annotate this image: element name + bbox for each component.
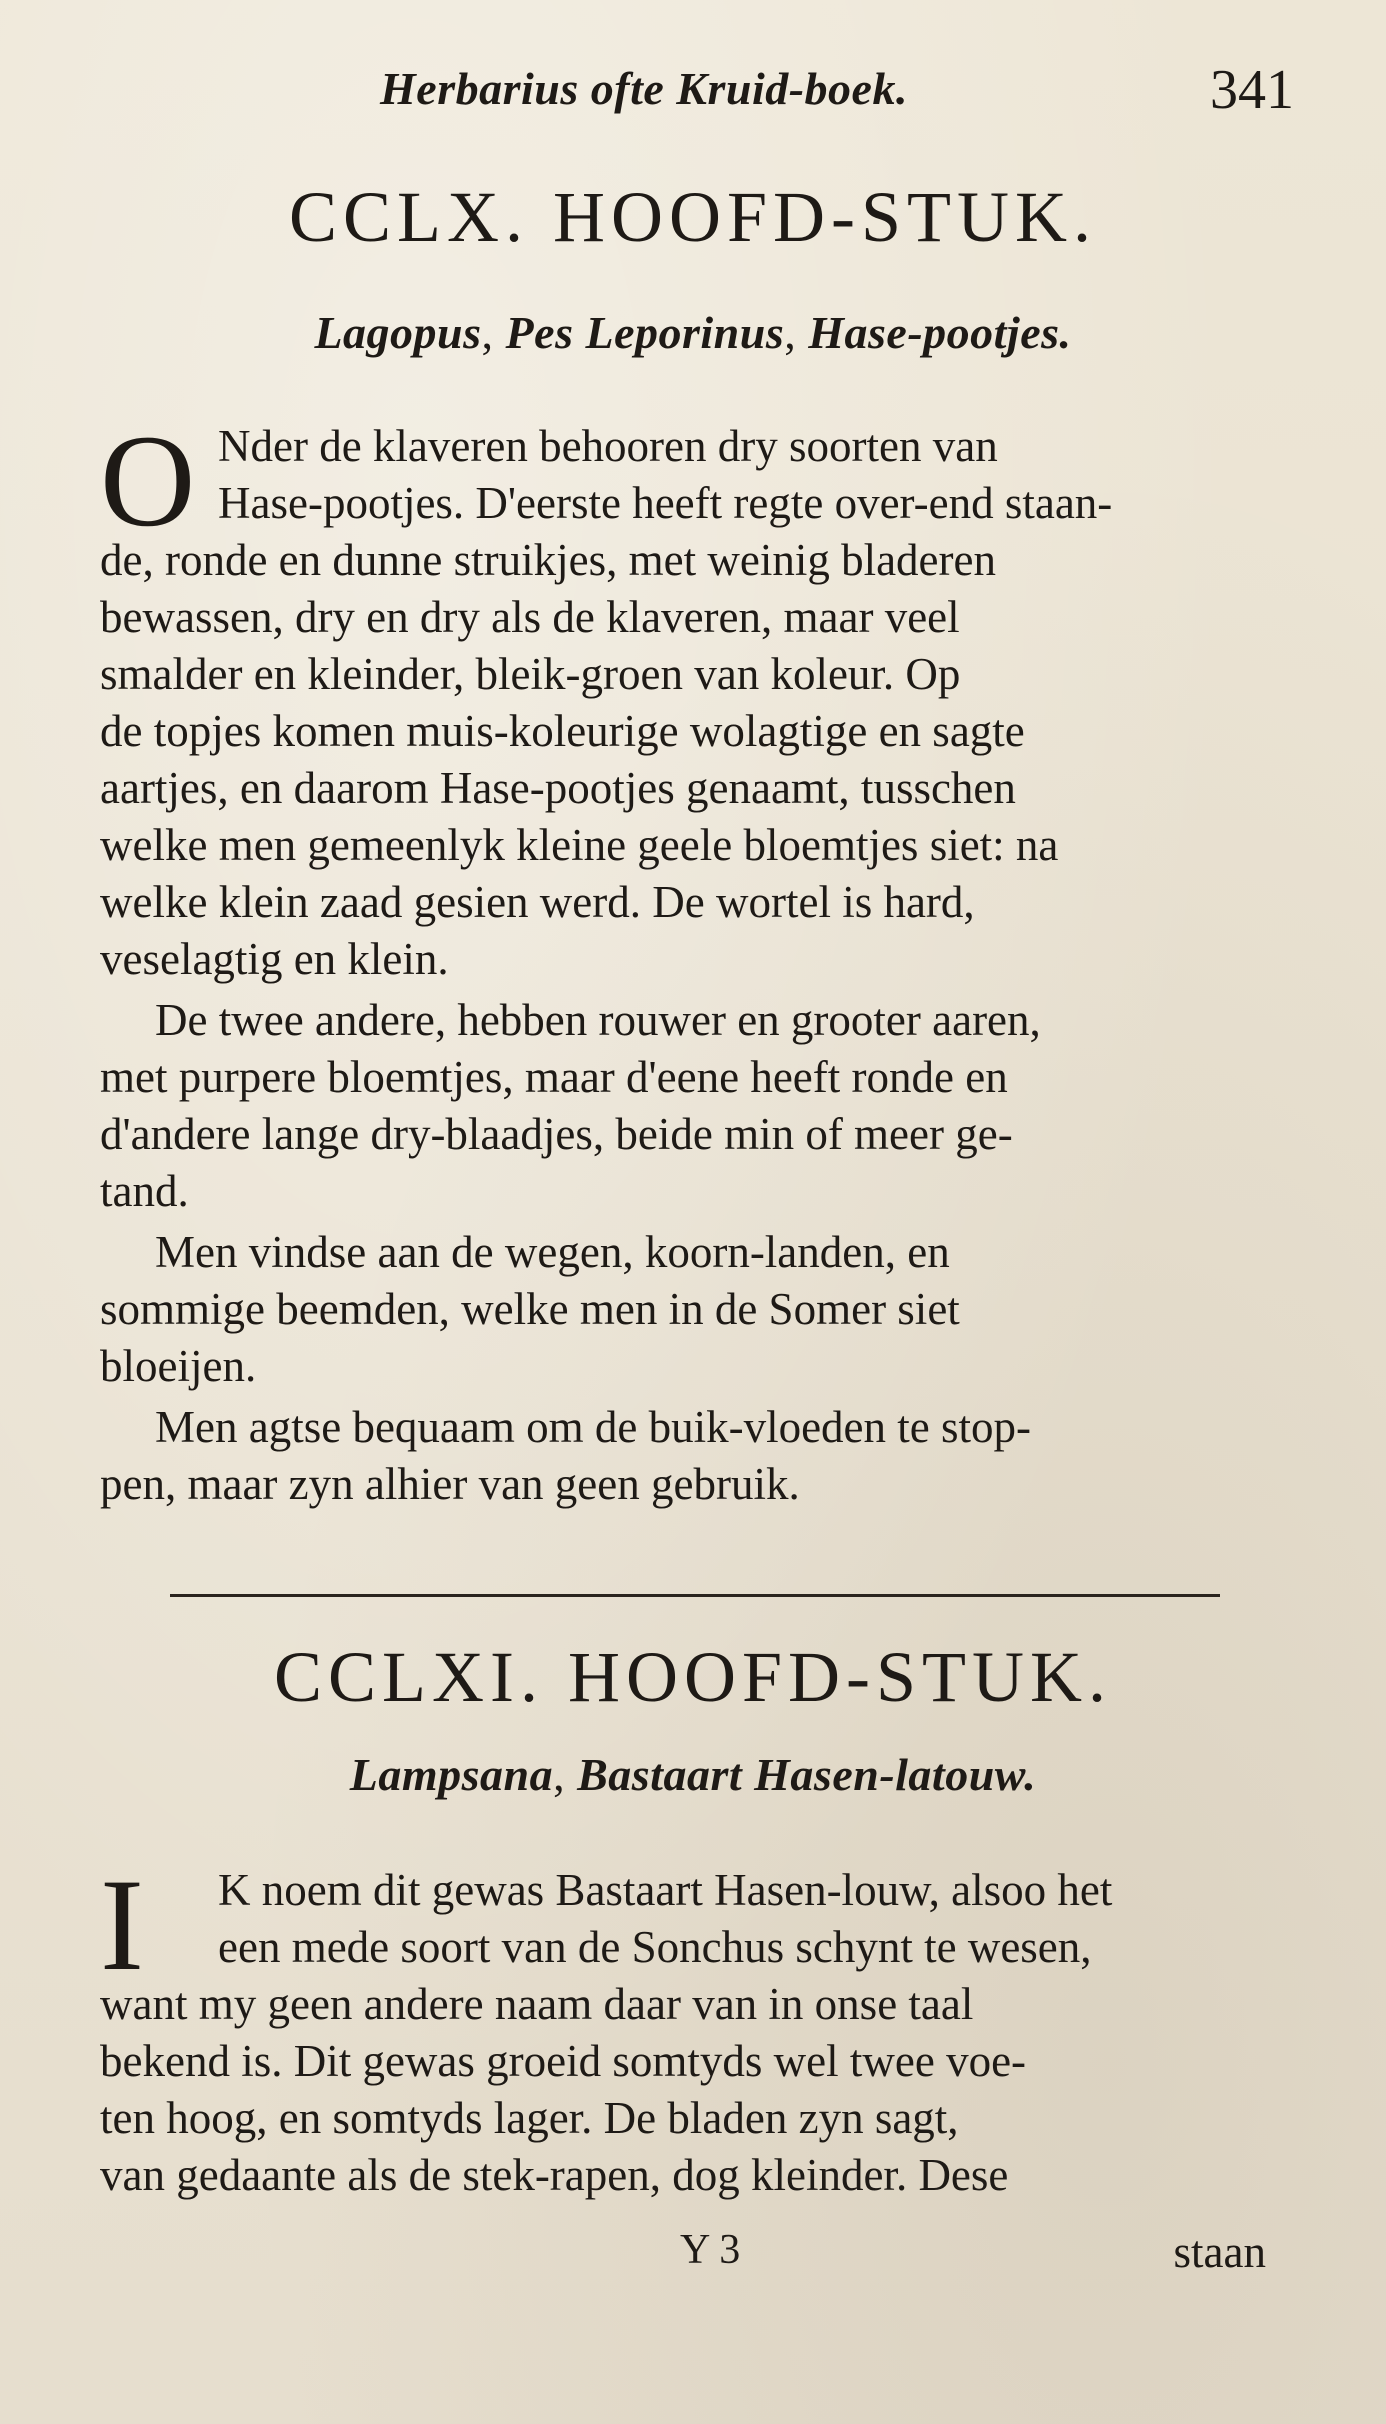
section-divider [170, 1594, 1220, 1597]
text-line: een mede soort van de Sonchus schynt te wesen, [218, 1922, 1092, 1972]
catchword: staan [1173, 2227, 1266, 2277]
text-line: bloeijen. [100, 1341, 257, 1391]
page-number: 341 [1210, 59, 1294, 121]
text-line: met purpere bloemtjes, maar d'eene heeft ronde en [100, 1052, 1008, 1102]
paragraph [100, 1399, 1285, 1513]
paragraph [100, 1851, 1285, 2204]
chapter-subtitle-cclxi: Lampsana, Bastaart Hasen-latouw. [349, 1749, 1037, 1800]
signature-mark: Y 3 [680, 2227, 741, 2273]
subtitle-dutch-name: Bastaart Hasen-latouw. [577, 1749, 1037, 1800]
text-line: ten hoog, en somtyds lager. De bladen zyn sagt, [100, 2093, 959, 2143]
text-line: de topjes komen muis-koleurige wolagtige en sagte [100, 706, 1025, 756]
running-head: Herbarius ofte Kruid-boek. [380, 63, 908, 114]
text-line: want my geen andere naam daar van in onse taal [100, 1979, 974, 2029]
text-line: d'andere lange dry-blaadjes, beide min of meer ge- [100, 1109, 1013, 1159]
text-line: welke klein zaad gesien werd. De wortel is hard, [100, 877, 975, 927]
chapter-heading-cclx: CCLX. HOOFD-STUK. [288, 177, 1098, 257]
chapter-heading-cclxi: CCLXI. HOOFD-STUK. [273, 1637, 1113, 1717]
text-line: Men agtse bequaam om de buik-vloeden te stop- [155, 1402, 1032, 1452]
chapter-body-cclx [100, 407, 1285, 1513]
text-line: welke men gemeenlyk kleine geele bloemtjes siet: na [100, 820, 1059, 870]
text-line: Nder de klaveren behooren dry soorten van [218, 421, 998, 471]
chapter-body-cclxi [100, 1851, 1285, 2204]
subtitle-dutch-name: Hase-pootjes. [808, 307, 1072, 358]
subtitle-latin-name: Lagopus [314, 307, 482, 358]
text-line: Hase-pootjes. D'eerste heeft regte over-end staan- [218, 478, 1113, 528]
text-line: Men vindse aan de wegen, koorn-landen, en [155, 1227, 950, 1277]
subtitle-latin-name-2: Pes Leporinus [505, 307, 785, 358]
text-line: aartjes, en daarom Hase-pootjes genaamt, tusschen [100, 763, 1016, 813]
paragraph [100, 407, 1285, 988]
text-line: K noem dit gewas Bastaart Hasen-louw, alsoo het [218, 1865, 1113, 1915]
text-line: de, ronde en dunne struikjes, met weinig bladeren [100, 535, 996, 585]
chapter-subtitle-cclx: Lagopus, Pes Leporinus, Hase-pootjes. [314, 307, 1072, 358]
text-line: smalder en kleinder, bleik-groen van koleur. Op [100, 649, 961, 699]
paragraph [100, 1224, 1285, 1395]
text-line: sommige beemden, welke men in de Somer siet [100, 1284, 960, 1334]
text-line: pen, maar zyn alhier van geen gebruik. [100, 1459, 800, 1509]
text-line: bekend is. Dit gewas groeid somtyds wel twee voe- [100, 2036, 1027, 2086]
text-line: van gedaante als de stek-rapen, dog kleinder. Dese [100, 2150, 1009, 2200]
drop-capital: I [100, 1851, 144, 1998]
paragraph [100, 992, 1285, 1220]
text-line: veselagtig en klein. [100, 934, 449, 984]
text-line: bewassen, dry en dry als de klaveren, maar veel [100, 592, 960, 642]
drop-capital: O [100, 407, 196, 554]
text-line: De twee andere, hebben rouwer en grooter aaren, [155, 995, 1041, 1045]
subtitle-latin-name: Lampsana [349, 1749, 554, 1800]
text-line: tand. [100, 1166, 189, 1216]
